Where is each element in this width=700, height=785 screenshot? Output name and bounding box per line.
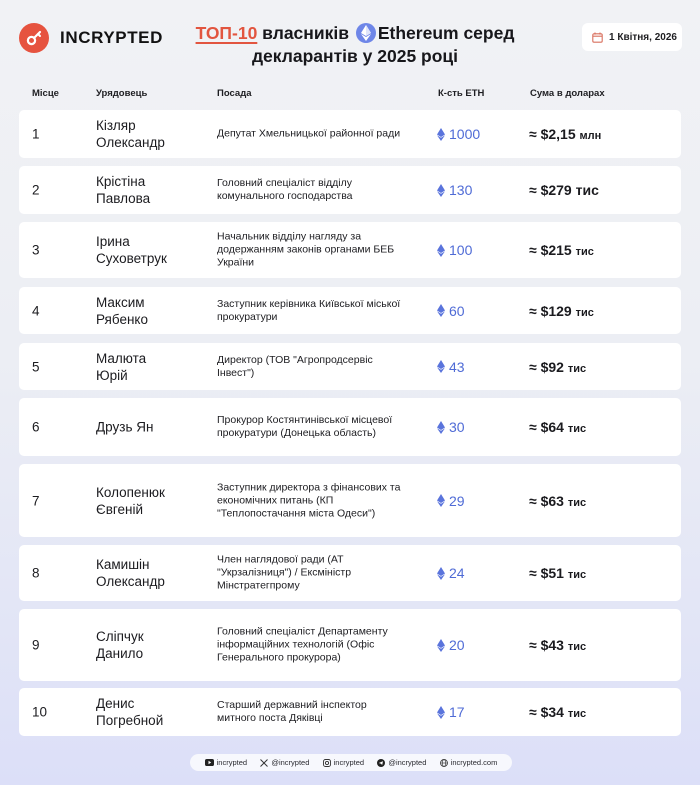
- social-links-bar: [190, 754, 512, 771]
- telegram-icon: [377, 759, 385, 767]
- usd-amount: [529, 242, 594, 258]
- calendar-icon: [592, 32, 603, 43]
- eth-amount: [437, 303, 465, 319]
- usd-amount: [529, 182, 599, 198]
- usd-amount: [529, 704, 586, 720]
- column-header-rank: Місце: [32, 88, 59, 99]
- usd-amount: [529, 419, 586, 435]
- full-name: Друзь Ян: [96, 419, 154, 435]
- last-name: Данило: [96, 646, 144, 661]
- globe-icon: [440, 759, 448, 767]
- usd-value: ≈ $279: [529, 182, 572, 198]
- usd-amount: [529, 637, 586, 653]
- eth-amount: [437, 637, 465, 653]
- brand-name: INCRYPTED: [60, 28, 164, 47]
- usd-amount: [529, 126, 601, 142]
- position: Член наглядової ради (АТ "Укрзалізниця") / Ексміністр Мінстратегпрому: [217, 553, 352, 592]
- title-line2: декларантів у 2025 році: [251, 46, 459, 66]
- usd-value: ≈ $63: [529, 492, 564, 509]
- first-name: Кізляр: [96, 118, 136, 133]
- official-name: [96, 117, 206, 151]
- youtube-icon: [205, 759, 214, 766]
- first-name: Сліпчук: [96, 629, 144, 644]
- column-header-usd: Сума в доларах: [530, 88, 605, 99]
- table-row: [19, 222, 681, 278]
- usd-value: ≈ $2,15: [529, 126, 576, 142]
- eth-amount: [437, 242, 472, 258]
- instagram-icon: [323, 759, 331, 767]
- header: [0, 0, 700, 80]
- eth-value: 1000: [449, 126, 481, 142]
- eth-value: 130: [449, 182, 473, 198]
- usd-unit: тис: [567, 496, 587, 509]
- position: Заступник керівника Київської міської прокуратури: [217, 297, 401, 323]
- table-row: [19, 343, 681, 390]
- rank: 10: [32, 704, 48, 720]
- usd-unit: млн: [579, 130, 602, 142]
- first-name: Денис: [96, 696, 135, 711]
- ethereum-icon: [437, 421, 445, 434]
- last-name: Олександр: [96, 135, 165, 150]
- key-icon: [19, 23, 49, 53]
- eth-amount: [437, 565, 465, 581]
- rank: 2: [32, 182, 40, 198]
- eth-amount: [437, 182, 472, 198]
- website-link[interactable]: [440, 758, 498, 767]
- last-name: Євгеній: [96, 501, 144, 517]
- instagram-link[interactable]: [323, 758, 364, 767]
- eth-value: 20: [449, 637, 465, 653]
- instagram-handle: incrypted: [333, 758, 365, 767]
- official-name: [96, 556, 206, 590]
- eth-amount: [437, 419, 465, 435]
- telegram-handle: @incrypted: [388, 758, 427, 767]
- official-name: [96, 419, 206, 436]
- ethereum-icon: [437, 494, 445, 507]
- rank: 5: [32, 359, 40, 374]
- table-row: [19, 609, 681, 681]
- usd-amount: [529, 359, 586, 375]
- table-row: [19, 287, 681, 334]
- table-row: [19, 688, 681, 736]
- telegram-link[interactable]: [377, 758, 426, 767]
- last-name: Суховетрук: [96, 251, 167, 266]
- ethereum-icon: [437, 567, 445, 580]
- position: Заступник директора з фінансових та економічних питань (КП "Теплопостачання міста Одеси"): [217, 481, 401, 519]
- date-badge: [582, 23, 682, 51]
- usd-unit: тис: [567, 423, 587, 435]
- table-header: [0, 88, 700, 104]
- eth-amount: [437, 359, 465, 375]
- brand-logo[interactable]: [19, 23, 163, 53]
- table-row: [19, 464, 681, 537]
- usd-value: ≈ $51: [529, 565, 564, 581]
- eth-value: 60: [449, 302, 465, 319]
- first-name: Камишін: [96, 557, 150, 572]
- eth-value: 17: [449, 704, 465, 720]
- last-name: Павлова: [96, 191, 151, 206]
- rank: 3: [32, 242, 40, 258]
- x-link[interactable]: [260, 758, 309, 767]
- page-title: [180, 22, 530, 68]
- official-name: [96, 294, 206, 328]
- last-name: Рябенко: [96, 311, 148, 327]
- table-row: [19, 545, 681, 601]
- column-header-eth: К-сть ETH: [438, 88, 485, 99]
- eth-amount: [437, 126, 480, 142]
- x-icon: [260, 759, 268, 767]
- usd-value: ≈ $34: [529, 704, 564, 720]
- official-name: [96, 484, 206, 518]
- usd-value: ≈ $64: [529, 419, 564, 435]
- first-name: Колопенюк: [96, 484, 165, 500]
- title-part2: серед: [458, 23, 515, 43]
- table-row: [19, 398, 681, 456]
- eth-value: 43: [449, 358, 465, 375]
- eth-value: 30: [449, 419, 465, 435]
- position: Прокурор Костянтинівської місцевої прокуратури (Донецька область): [217, 414, 393, 439]
- eth-value: 29: [449, 492, 465, 509]
- official-name: [96, 628, 206, 662]
- table-row: [19, 110, 681, 158]
- last-name: Погребной: [96, 713, 164, 728]
- ethereum-icon: [437, 128, 445, 141]
- ethereum-icon: [437, 244, 445, 257]
- last-name: Юрій: [96, 367, 128, 383]
- title-coin: Ethereum: [377, 23, 459, 43]
- usd-unit: тис: [567, 362, 587, 375]
- website-url: incrypted.com: [450, 758, 498, 767]
- rank: 1: [32, 126, 40, 142]
- eth-value: 100: [449, 242, 473, 258]
- usd-unit: тис: [575, 182, 599, 198]
- eth-amount: [437, 704, 465, 720]
- youtube-handle: incrypted: [216, 758, 248, 767]
- date-text: 1 Квітня, 2026: [609, 31, 677, 43]
- ethereum-icon: [437, 304, 445, 317]
- ethereum-icon: [437, 360, 445, 373]
- first-name: Малюта: [96, 350, 147, 366]
- eth-amount: [437, 493, 465, 509]
- position: Начальник відділу нагляду за додержанням законів органами БЕБ України: [217, 230, 395, 269]
- usd-value: ≈ $215: [529, 242, 572, 258]
- rank: 7: [32, 493, 40, 508]
- title-part1: власників: [257, 23, 354, 43]
- table-row: [19, 166, 681, 214]
- official-name: [96, 173, 206, 207]
- official-name: [96, 350, 206, 384]
- usd-unit: тис: [567, 569, 587, 581]
- rank: 8: [32, 565, 40, 581]
- first-name: Ірина: [96, 234, 130, 249]
- rank: 6: [32, 419, 40, 435]
- official-name: [96, 233, 206, 267]
- position: Депутат Хмельницької районної ради: [217, 127, 401, 140]
- x-handle: @incrypted: [271, 758, 310, 767]
- usd-amount: [529, 493, 586, 509]
- rank: 4: [32, 303, 40, 318]
- rank: 9: [32, 637, 40, 653]
- column-header-official: Урядовець: [96, 88, 148, 99]
- title-accent: ТОП-10: [195, 23, 258, 43]
- position: Головний спеціаліст Департаменту інформаційних технологій (Офіс Генерального прокурора): [217, 625, 388, 664]
- position: Головний спеціаліст відділу комунального господарства: [217, 177, 353, 202]
- usd-value: ≈ $129: [529, 302, 572, 319]
- column-header-position: Посада: [217, 88, 252, 99]
- usd-unit: тис: [567, 641, 587, 653]
- usd-amount: [529, 565, 586, 581]
- usd-unit: тис: [575, 306, 594, 319]
- eth-value: 24: [449, 565, 465, 581]
- position: Старший державний інспектор митного поста Дяківці: [217, 699, 367, 724]
- usd-value: ≈ $92: [529, 358, 564, 375]
- usd-value: ≈ $43: [529, 637, 564, 653]
- ethereum-logo-icon: [356, 23, 376, 43]
- position: Директор (ТОВ "Агропродсервіс Інвест"): [217, 353, 373, 379]
- ethereum-icon: [437, 639, 445, 652]
- official-name: [96, 695, 206, 729]
- usd-amount: [529, 303, 594, 319]
- ethereum-icon: [437, 184, 445, 197]
- ethereum-icon: [437, 706, 445, 719]
- last-name: Олександр: [96, 574, 165, 589]
- youtube-link[interactable]: [205, 758, 247, 767]
- first-name: Максим: [96, 294, 145, 310]
- first-name: Крістіна: [96, 174, 146, 189]
- usd-unit: тис: [575, 246, 594, 258]
- usd-unit: тис: [567, 708, 587, 720]
